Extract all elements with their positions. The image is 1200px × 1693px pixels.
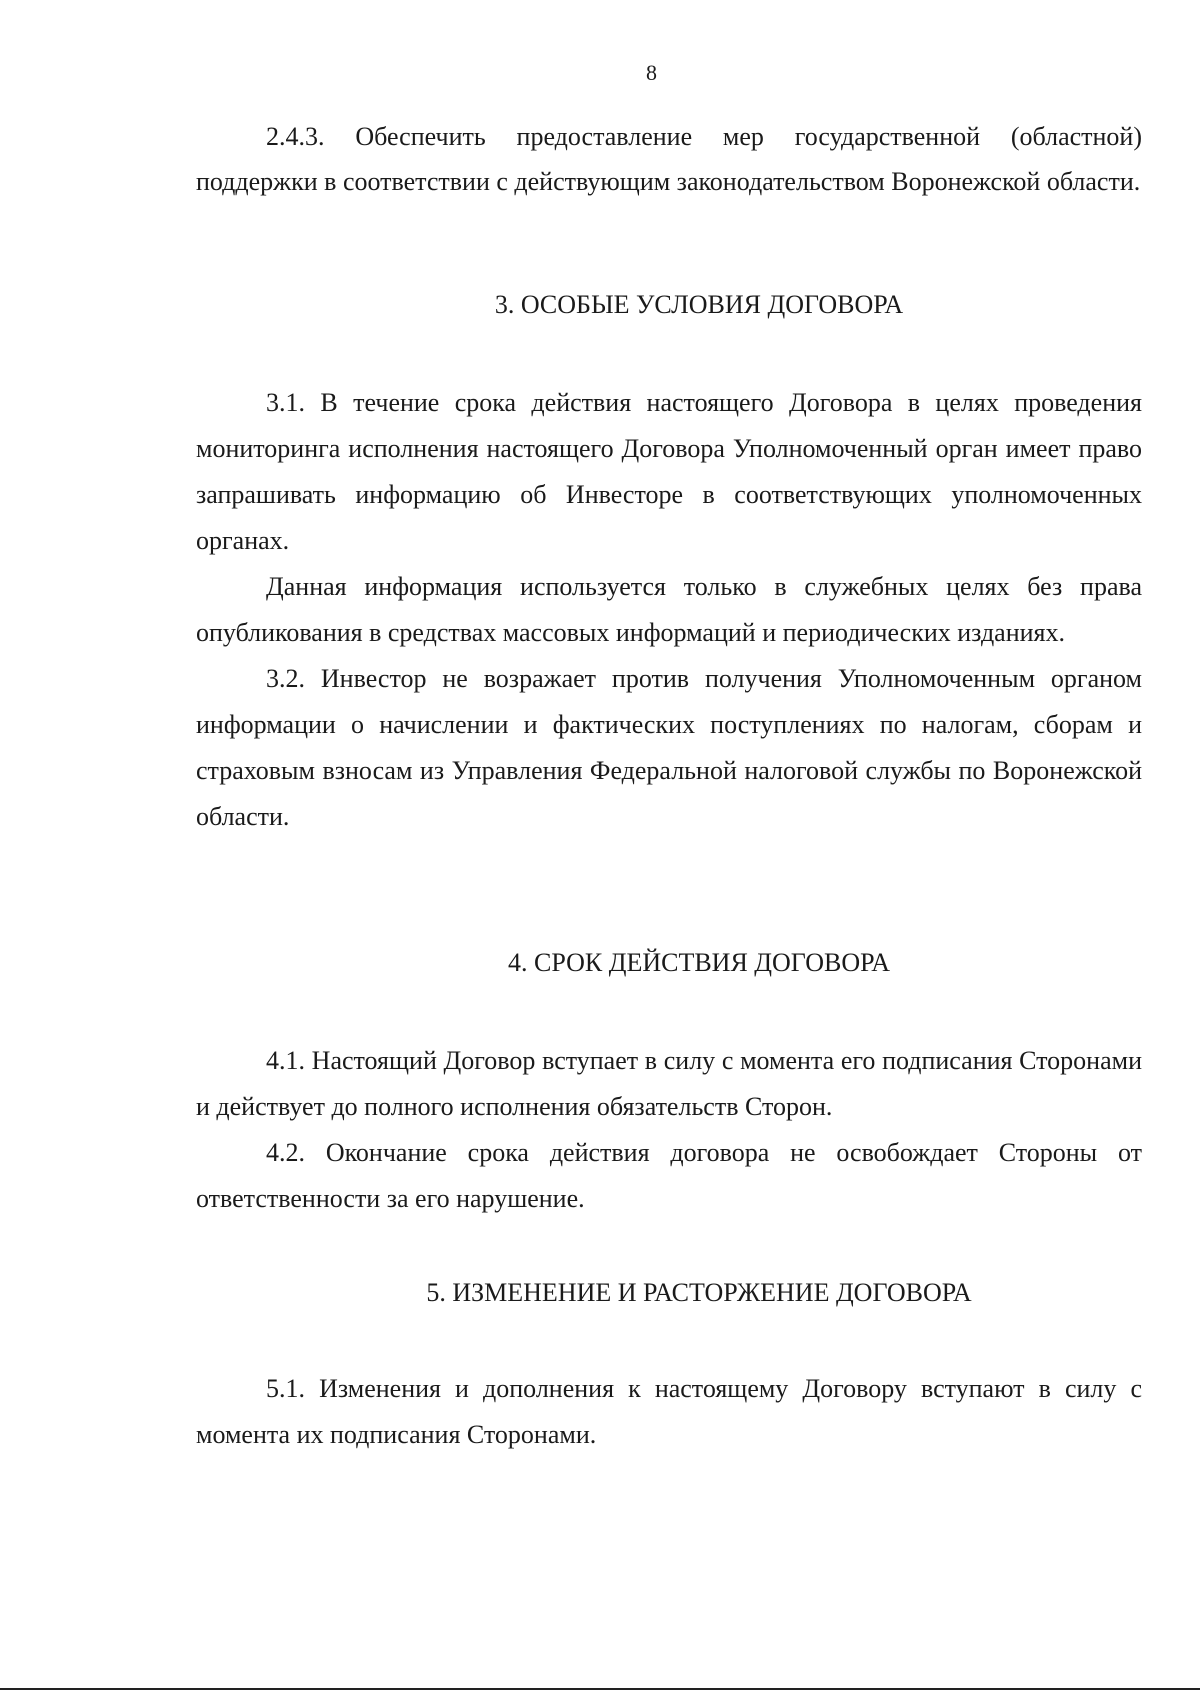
paragraph-3-1-continued: Данная информация используется только в служебных целях без права опубликования в средствах массовых информаций и периодических изданиях. [196,572,1142,647]
section-4-body [196,1038,1142,1222]
page-number: 8 [646,60,657,85]
section-3-body [196,380,1142,840]
paragraph-3-1: 3.1. В течение срока действия настоящего Договора в целях проведения мониторинга исполнения настоящего Договора Уполномоченный орган имеет право запрашивать информацию об Инвесторе в соответствующих уполномоченных органах. [196,388,1142,555]
bottom-border-line [0,1688,1200,1690]
section-5-body [196,1366,1142,1458]
paragraph-4-1: 4.1. Настоящий Договор вступает в силу с момента его подписания Сторонами и действует до полного исполнения обязательств Сторон. [196,1046,1142,1121]
paragraph-4-2: 4.2. Окончание срока действия договора не освобождает Стороны от ответственности за его нарушение. [196,1138,1142,1213]
heading-section-5: 5. ИЗМЕНЕНИЕ И РАСТОРЖЕНИЕ ДОГОВОРА [426,1278,972,1307]
heading-section-3: 3. ОСОБЫЕ УСЛОВИЯ ДОГОВОРА [494,290,904,319]
paragraph-3-2: 3.2. Инвестор не возражает против получения Уполномоченным органом информации о начислении и фактических поступлениях по налогам, сборам и страховым взносам из Управления Федеральной налоговой службы по Воронежской области. [196,664,1142,831]
section-2-4-3 [196,114,1142,204]
paragraph-2-4-3: 2.4.3. Обеспечить предоставление мер государственной (областной) поддержки в соответствии с действующим законодательством Воронежской области. [196,122,1142,196]
paragraph-5-1: 5.1. Изменения и дополнения к настоящему Договору вступают в силу с момента их подписания Сторонами. [196,1374,1142,1449]
heading-section-4: 4. СРОК ДЕЙСТВИЯ ДОГОВОРА [507,948,890,977]
